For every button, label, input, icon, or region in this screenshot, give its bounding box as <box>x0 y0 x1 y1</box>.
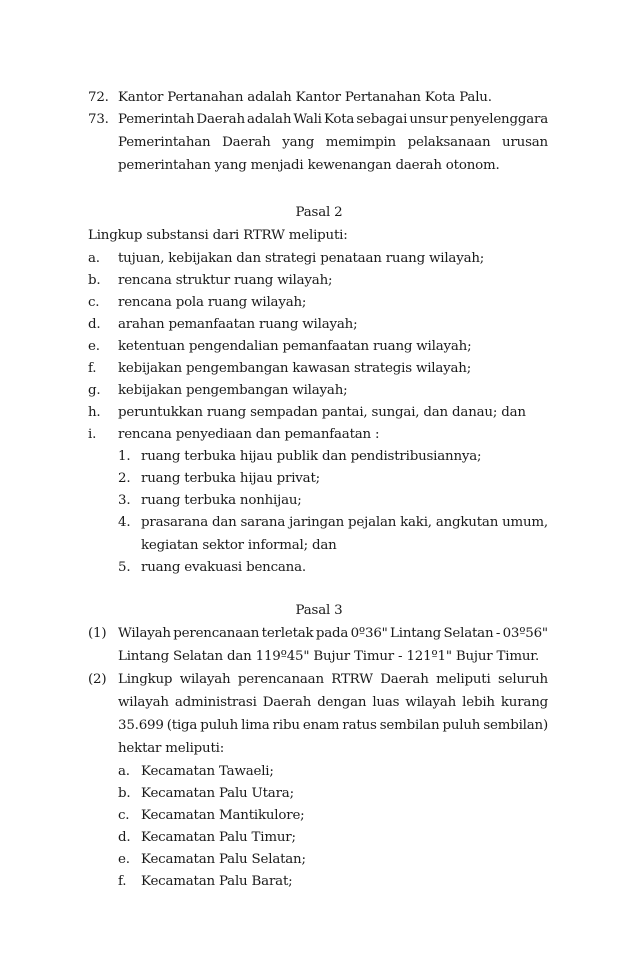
word: 35.699 <box>118 718 164 733</box>
justified-line <box>118 715 548 737</box>
word: ribu <box>272 718 300 733</box>
list-item <box>0 270 638 292</box>
list-text: kebijakan pengembangan kawasan strategis wilayah; <box>118 361 472 376</box>
word: RTRW <box>331 672 373 687</box>
ayat-1-line-1 <box>0 623 638 645</box>
list-text: ketentuan pengendalian pemanfaatan ruang wilayah; <box>118 339 472 354</box>
word: urusan <box>502 135 548 150</box>
word: Lingkup <box>118 672 173 687</box>
word: 0º36" <box>350 626 388 641</box>
kecamatan-item <box>0 871 638 893</box>
justified-line <box>118 692 548 714</box>
kecamatan-text: Kecamatan Palu Timur; <box>141 830 296 845</box>
list-item <box>0 314 638 336</box>
word: memimpin <box>325 135 396 150</box>
word: kurang <box>500 695 548 710</box>
word: wilayah <box>405 695 457 710</box>
list-item <box>0 248 638 270</box>
list-text: rencana penyediaan dan pemanfaatan : <box>118 427 380 442</box>
word: wilayah <box>118 695 169 710</box>
kecamatan-item <box>0 783 638 805</box>
list-label: h. <box>88 405 101 420</box>
word: sebagai <box>356 112 408 127</box>
word: - <box>495 626 501 641</box>
justified-line <box>118 623 548 645</box>
pasal-2-heading-row <box>0 202 638 224</box>
ayat-1-line-2 <box>0 646 638 668</box>
list-item <box>0 292 638 314</box>
sub-list-item <box>0 490 638 512</box>
kecamatan-text: Kecamatan Palu Selatan; <box>141 852 306 867</box>
justified-line <box>118 109 548 131</box>
ayat-label: (2) <box>88 672 107 687</box>
sub-list-item <box>0 468 638 490</box>
word: lima <box>241 718 270 733</box>
justified-line <box>118 132 548 154</box>
word: Wilayah <box>118 626 171 641</box>
list-item <box>0 358 638 380</box>
sub-list-label: 4. <box>118 515 131 530</box>
list-item <box>0 402 638 424</box>
ayat-2-line-2 <box>0 692 638 714</box>
kecamatan-item <box>0 849 638 871</box>
word: luas <box>372 695 400 710</box>
ayat-2-line-3 <box>0 715 638 737</box>
definition-72 <box>0 87 638 109</box>
word: yang <box>282 135 315 150</box>
list-label: b. <box>88 273 101 288</box>
list-label: g. <box>88 383 101 398</box>
word: pelaksanaan <box>407 135 491 150</box>
word: meliputi <box>436 672 491 687</box>
word: jaringan <box>289 515 345 530</box>
sub-list-item <box>0 512 638 534</box>
list-item <box>0 424 638 446</box>
list-item <box>0 380 638 402</box>
word: Daerah <box>222 135 271 150</box>
definition-text: Kantor Pertanahan adalah Kantor Pertanahan Kota Palu. <box>118 90 492 105</box>
sub-list-label: 3. <box>118 493 131 508</box>
kecamatan-item <box>0 827 638 849</box>
word: (tiga <box>166 718 198 733</box>
word: puluh <box>200 718 239 733</box>
list-label: e. <box>88 339 100 354</box>
sub-list-text: ruang evakuasi bencana. <box>141 560 306 575</box>
word: pejalan <box>348 515 397 530</box>
sub-list-text: kegiatan sektor informal; dan <box>141 538 337 553</box>
word: enam <box>302 718 340 733</box>
sub-list-label: 5. <box>118 560 131 575</box>
kecamatan-label: f. <box>118 874 127 889</box>
word: puluh <box>442 718 481 733</box>
word: Daerah <box>262 695 312 710</box>
word: perencanaan <box>173 626 260 641</box>
definition-number: 72. <box>88 90 109 105</box>
word: Pemerintah <box>118 112 195 127</box>
kecamatan-label: d. <box>118 830 131 845</box>
kecamatan-text: Kecamatan Tawaeli; <box>141 764 274 779</box>
sub-list-item <box>0 446 638 468</box>
word: umum, <box>502 515 548 530</box>
list-text: peruntukkan ruang sempadan pantai, sungai, dan danau; dan <box>118 405 526 420</box>
sub-list-text: ruang terbuka hijau publik dan pendistribusiannya; <box>141 449 482 464</box>
word: perencanaan <box>237 672 324 687</box>
kecamatan-text: Kecamatan Mantikulore; <box>141 808 305 823</box>
kecamatan-label: c. <box>118 808 130 823</box>
ayat-2-line-1 <box>0 669 638 691</box>
definition-73-line-3 <box>0 155 638 177</box>
pasal-3-heading: Pasal 3 <box>295 603 343 618</box>
word: sembilan <box>379 718 440 733</box>
word: adalah <box>247 112 292 127</box>
list-label: i. <box>88 427 97 442</box>
word: penyelenggara <box>449 112 548 127</box>
definition-number: 73. <box>88 112 109 127</box>
word: sembilan) <box>483 718 548 733</box>
word: Wali <box>293 112 322 127</box>
word: seluruh <box>498 672 548 687</box>
word: administrasi <box>174 695 257 710</box>
list-label: d. <box>88 317 101 332</box>
word: Pemerintahan <box>118 135 211 150</box>
list-item <box>0 336 638 358</box>
sub-list-label: 1. <box>118 449 131 464</box>
kecamatan-text: Kecamatan Palu Utara; <box>141 786 294 801</box>
sub-list-text: ruang terbuka nonhijau; <box>141 493 302 508</box>
kecamatan-label: b. <box>118 786 131 801</box>
ayat-text: hektar meliputi: <box>118 741 225 756</box>
definition-text: pemerintahan yang menjadi kewenangan daerah otonom. <box>118 158 500 173</box>
sub-list-text: ruang terbuka hijau privat; <box>141 471 320 486</box>
ayat-text: Lintang Selatan dan 119º45" Bujur Timur - 121º1" Bujur Timur. <box>118 649 540 664</box>
list-label: f. <box>88 361 97 376</box>
word: 03º56" <box>502 626 548 641</box>
list-label: c. <box>88 295 100 310</box>
word: ratus <box>342 718 377 733</box>
list-label: a. <box>88 251 100 266</box>
justified-line <box>118 669 548 691</box>
ayat-label: (1) <box>88 626 107 641</box>
definition-73-line-1 <box>0 109 638 131</box>
word: dengan <box>317 695 367 710</box>
list-text: rencana struktur ruang wilayah; <box>118 273 333 288</box>
word: Daerah <box>196 112 245 127</box>
word: Kota <box>323 112 355 127</box>
sub-list-item-continued <box>0 535 638 557</box>
kecamatan-label: a. <box>118 764 130 779</box>
word: unsur <box>409 112 448 127</box>
sub-list-label: 2. <box>118 471 131 486</box>
word: wilayah <box>179 672 231 687</box>
kecamatan-text: Kecamatan Palu Barat; <box>141 874 293 889</box>
pasal-2-intro-row <box>0 225 638 247</box>
word: lebih <box>462 695 495 710</box>
definition-73-line-2 <box>0 132 638 154</box>
word: pada <box>315 626 349 641</box>
ayat-2-line-4 <box>0 738 638 760</box>
word: sarana <box>240 515 286 530</box>
word: terletak <box>261 626 314 641</box>
kecamatan-label: e. <box>118 852 130 867</box>
list-text: rencana pola ruang wilayah; <box>118 295 307 310</box>
pasal-3-heading-row <box>0 600 638 622</box>
word: Lintang <box>390 626 442 641</box>
list-text: tujuan, kebijakan dan strategi penataan ruang wilayah; <box>118 251 485 266</box>
pasal-2-heading: Pasal 2 <box>295 205 343 220</box>
word: kaki, <box>400 515 432 530</box>
sub-list-item <box>0 557 638 579</box>
justified-line <box>141 512 548 534</box>
word: Selatan <box>443 626 494 641</box>
pasal-2-intro: Lingkup substansi dari RTRW meliputi: <box>88 228 348 243</box>
word: prasarana <box>141 515 209 530</box>
kecamatan-item <box>0 761 638 783</box>
list-text: kebijakan pengembangan wilayah; <box>118 383 348 398</box>
word: angkutan <box>435 515 499 530</box>
kecamatan-item <box>0 805 638 827</box>
word: Daerah <box>380 672 429 687</box>
word: dan <box>211 515 237 530</box>
list-text: arahan pemanfaatan ruang wilayah; <box>118 317 358 332</box>
